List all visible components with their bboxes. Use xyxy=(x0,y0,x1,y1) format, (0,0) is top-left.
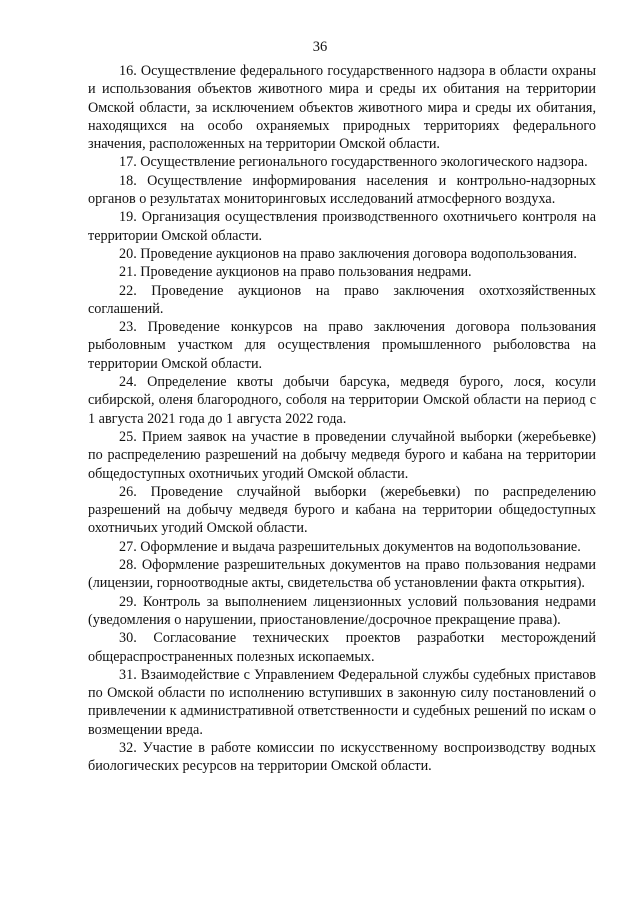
list-item: 28. Оформление разрешительных документов на право пользования недрами (лицензии, горноотводные акты, свидетельства об установлении факта открытия). xyxy=(88,557,596,592)
list-item: 25. Прием заявок на участие в проведении случайной выборки (жеребьевке) по распределению разрешений на добычу медведя бурого и кабана на территории общедоступных охотничьих угодий Омской области. xyxy=(88,428,596,482)
list-item: 21. Проведение аукционов на право пользования недрами. xyxy=(119,264,472,281)
list-item: 22. Проведение аукционов на право заключения охотхозяйственных соглашений. xyxy=(88,282,596,317)
list-item: 16. Осуществление федерального государственного надзора в области охраны и использования объектов животного мира и среды их обитания на территории Омской области, за исключением объектов животного мира и среды их обитания, находящихся на особо охраняемых природных территориях федерального значения, расположенных на территории Омской области. xyxy=(88,63,596,153)
list-item: 20. Проведение аукционов на право заключения договора водопользования. xyxy=(119,245,577,262)
list-item: 27. Оформление и выдача разрешительных документов на водопользование. xyxy=(119,538,581,555)
list-item: 31. Взаимодействие с Управлением Федеральной службы судебных приставов по Омской области по исполнению вступивших в законную силу постановлений о привлечении к административной ответственности и судебных решений по искам о возмещении вреда. xyxy=(88,666,596,738)
page-number: 36 xyxy=(312,39,328,55)
list-item: 23. Проведение конкурсов на право заключения договора пользования рыболовным участком для осуществления промышленного рыболовства на территории Омской области. xyxy=(88,319,596,372)
list-item: 19. Организация осуществления производственного охотничьего контроля на территории Омской области. xyxy=(88,209,596,244)
list-item: 17. Осуществление регионального государственного экологического надзора. xyxy=(119,154,588,171)
item-list xyxy=(88,62,596,776)
list-item: 24. Определение квоты добычи барсука, медведя бурого, лося, косули сибирской, оленя благородного, соболя на территории Омской области на период с 1 августа 2021 года до 1 августа 2022 года. xyxy=(88,374,596,427)
list-item: 29. Контроль за выполнением лицензионных условий пользования недрами (уведомления о нарушении, приостановление/досрочное прекращение права). xyxy=(88,593,596,628)
list-item: 18. Осуществление информирования населения и контрольно-надзорных органов о результатах мониторинговых исследований атмосферного воздуха. xyxy=(88,172,596,208)
list-item: 30. Согласование технических проектов разработки месторождений общераспространенных полезных ископаемых. xyxy=(88,630,596,665)
list-item: 32. Участие в работе комиссии по искусственному воспроизводству водных биологических ресурсов на территории Омской области. xyxy=(88,739,596,775)
list-item: 26. Проведение случайной выборки (жеребьевки) по распределению разрешений на добычу медведя бурого и кабана на территории общедоступных охотничьих угодий Омской области. xyxy=(88,483,596,537)
